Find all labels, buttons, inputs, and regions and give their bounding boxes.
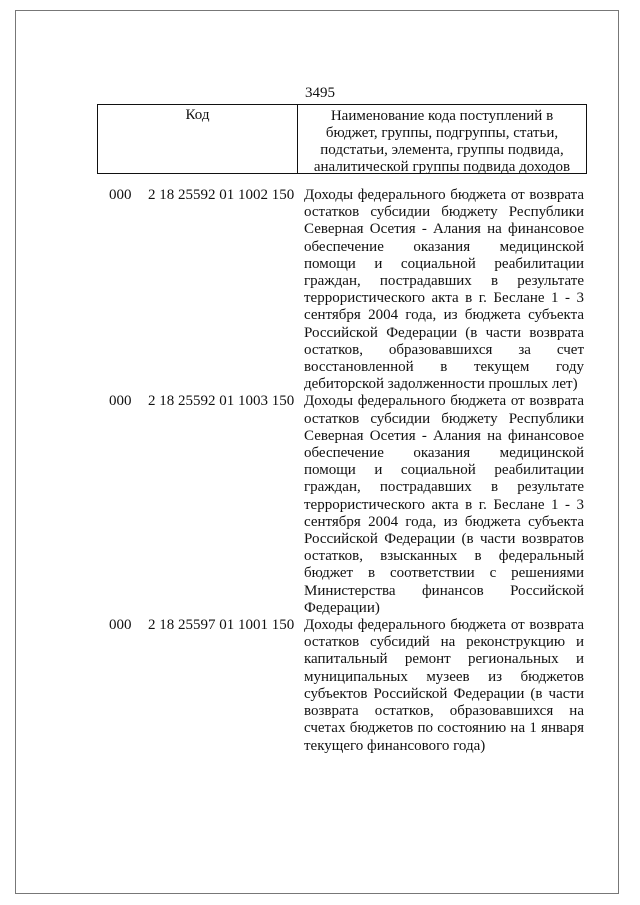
revenue-code: 2 18 25592 01 1003 150 bbox=[148, 393, 295, 410]
admin-code: 000 bbox=[109, 187, 132, 203]
revenue-description: Доходы федерального бюджета от возврата остатков субсидии бюджету Республики Северная Осетия - Алания на финансовое обеспечение оказания медицинской помощи и социальной реабилитации граждан, пострадавших в результате террористического акта в г. Беслане 1 - 3 сентября 2004 года, из бюджета субъекта Российской Федерации (в части возврата остатков, образовавшихся за счет восстановленной в текущем году дебиторской задолженности прошлых лет) bbox=[304, 187, 584, 393]
table-row bbox=[0, 617, 640, 755]
table-header bbox=[97, 104, 587, 174]
revenue-code: 2 18 25597 01 1001 150 bbox=[148, 617, 295, 634]
revenue-description: Доходы федерального бюджета от возврата остатков субсидии бюджету Республики Северная Осетия - Алания на финансовое обеспечение оказания медицинской помощи и социальной реабилитации граждан, пострадавших в результате террористического акта в г. Беслане 1 - 3 сентября 2004 года, из бюджета субъекта Российской Федерации (в части возвратов остатков, взысканных в федеральный бюджет в соответствии с решениями Министерства финансов Российской Федерации) bbox=[304, 393, 584, 616]
table-row bbox=[0, 393, 640, 617]
header-code-column: Код bbox=[98, 105, 298, 173]
table-row bbox=[0, 187, 640, 393]
page-number: 3495 bbox=[305, 85, 335, 101]
admin-code: 000 bbox=[109, 617, 132, 634]
revenue-description: Доходы федерального бюджета от возврата остатков субсидий на реконструкцию и капитальный ремонт региональных и муниципальных музеев из бюджетов субъектов Российской Федерации (в части возврата остатков, образовавшихся на счетах бюджетов по состоянию на 1 января текущего финансового года) bbox=[304, 617, 584, 754]
revenue-code: 2 18 25592 01 1002 150 bbox=[148, 187, 295, 203]
header-name-column: Наименование кода поступлений в бюджет, группы, подгруппы, статьи, подстатьи, элемента, группы подвида, аналитической группы подвида доходов bbox=[313, 108, 571, 175]
admin-code: 000 bbox=[109, 393, 132, 410]
entries-list bbox=[0, 187, 640, 755]
